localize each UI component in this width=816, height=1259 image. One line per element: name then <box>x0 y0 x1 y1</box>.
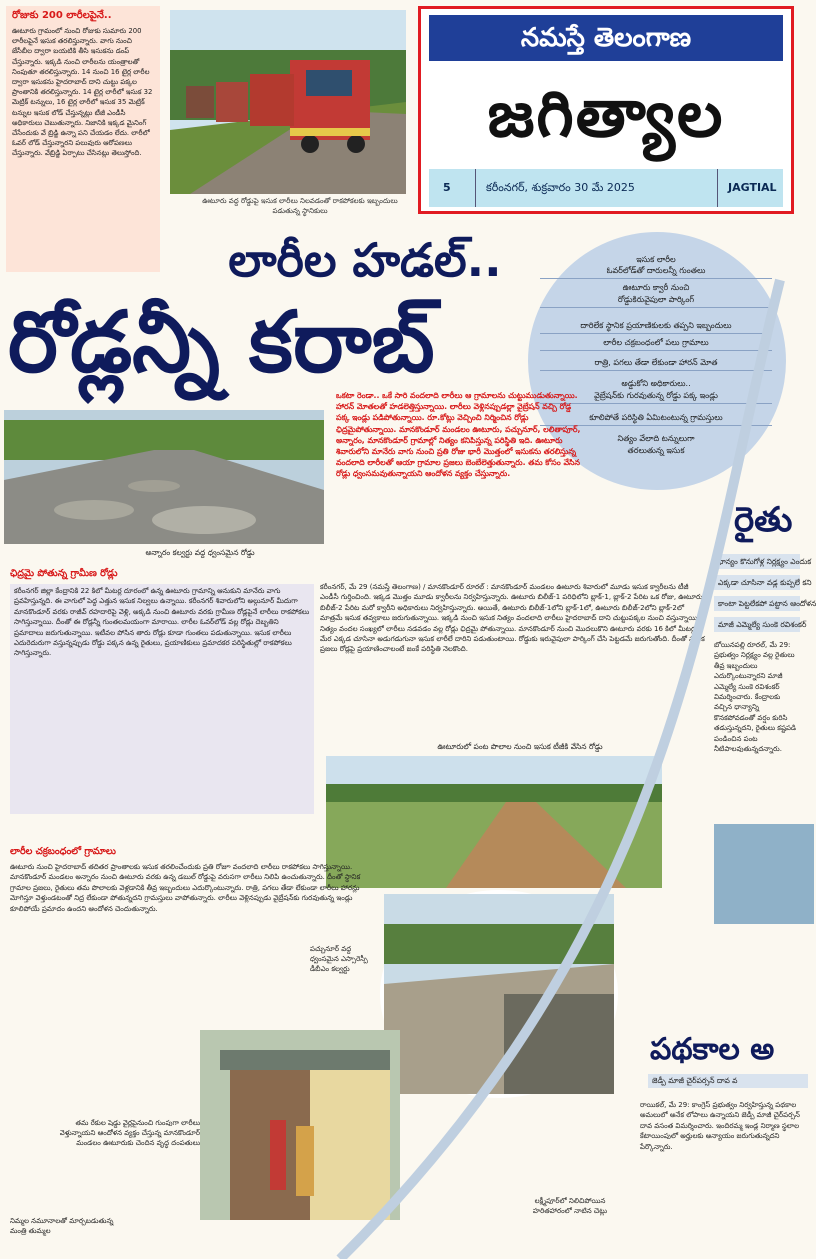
highlight-item: తరలుతున్న ఇసుక <box>627 446 685 455</box>
house-caption: తమ రేకుల షెడ్డు వైర్లపైనుంచి గుంపుగా లారీలు వెళ్తున్నాయని ఆందోళన వ్యక్తం చేస్తున్న మానకొండూర్ మండలం ఊటూరుకు చెందిన వృద్ధ దంపతులు <box>59 1119 200 1147</box>
highlight-item: వైబ్రేషన్‌కు గురవుతున్న రోడ్డు పక్క ఇండ్లు <box>540 390 772 404</box>
field-road-caption: ఊటూరులో పంట పొలాల నుంచి ఇసుక టీజీకి వేసిన రోడ్డు <box>437 742 603 751</box>
highlight-item: కూలిపోతే పరిస్థితి ఏమిటంటున్న గ్రామస్తులు <box>540 412 772 426</box>
right-heading: రైతు <box>734 500 793 540</box>
right-body: బోయినపల్లి రూరల్, మే 29: ప్రభుత్వం నిర్లక్ష్యం వల్ల రైతులు తీవ్ర ఇబ్బందులు ఎదుర్కొంటున్నారని మాజీ ఎమ్మెల్యే సుంకె రవిశంకర్ విమర్శించారు. కేంద్రాలకు వచ్చిన ధాన్యాన్ని కొనకపోవడంతో వర్షం కురిసి తడుస్తున్నదని, రైతులు కష్టపడి పండించిన పంట నీటిపాలవుతున్నదన్నారు. <box>714 641 797 754</box>
house-photo <box>200 1030 400 1220</box>
lede-text: ఒకటా రెండా.. ఒకే సారి వందలాది లారీలు ఆ గ్రామాలను చుట్టుముడుతున్నాయి. హారన్ మోతలతో హడలెత్తిస్తున్నాయి. లారీలు వెళ్లినప్పుడల్లా వైబ్రేషన్ వచ్చి రోడ్డ పక్క ఇండ్లు పడిపోతున్నాయి. రూ.కోట్లు వెచ్చించి నిర్మించిన రోడ్లు ఛిద్రమైపోతున్నాయి. మానకొండూర్ మండలం ఊటూరు, పచ్చునూర్, లలితాపూర్, అన్నారం, మానకొండూర్ గ్రామాల్లో నిత్యం కనిపిస్తున్న పరిస్థితి ఇది. ఊటూరు శివారులోని మానేరు వాగు నుంచి ప్రతి రోజు భారీ మొత్తంలో ఇసుకను తరలిస్తున్న వందలాది లారీలతో ఆయా గ్రామాల ప్రజలు బెంబేలెత్తుతున్నారు. తమ కోసం వేసిన రోడ్లు ధ్వంసమవుతున్నాయని ఆందోళన వ్యక్తం చేస్తున్నారు. <box>336 391 581 479</box>
bottom-left-caption: నిమ్మల నమూనాలతో మార్చబడుతున్న మంత్రి తుమ్మల <box>10 1217 114 1235</box>
highlight-item: ఇసుక లారీల <box>636 255 676 264</box>
dateline-story: కరీంనగర్, మే 29 (నమస్తే తెలంగాణ) / మానకొండూర్ రూరల్ : మానకొండూర్ మండలం ఊటూరు శివారులో మూడు ఇసుక క్వారీలను టీజీ ఎండీసీ గుర్తించింది. ఇక్కడ మొత్తం మూడు క్వారీలను నిర్వహిస్తున్నారు. ఊటూరు బిలీజ్-1 పరిధిలోని బ్లాక్-1, బ్లాక్-2 పేరిట ఒక రోజు, ఊటూరు బిలీజ్-2 పేరిట మరో క్వారీని అధికారులు నిర్వహిస్తున్నారు. అయితే, ఊటూరు బిలీజ్-1లోని బ్లాక్-1లో, ఊటూరు బిలీజ్-2లోని బ్లాక్-2లో మాత్రమే ఇసుక తవ్వకాలు జరుగుతున్నాయి. ఇక్కడి నుంచి ఇసుక నిత్యం వందలాది లారీలు హైదరాబాద్ దాని చుట్టుపక్కల నుంచి వస్తున్నాయి. నిత్యం వందల సంఖ్యలో లారీలు నడవడం వల్ల రోడ్లు ఛిద్రమై పోతున్నాయి. మానకొండూర్ నుంచి మొదలుకొని ఊటూరు వరకు 16 కిలో మీటర్ల మేర ఎక్కడ చూసినా అడుగడుగునా ఇసుక లారీలే దారిని పడుతుంటాయి. రోడ్డుకు ఇరువైపులా పార్కింగ్ చేసి పెట్టడమే జరుగుతోంది. దీంతో స్థానిక ప్రజలు రోడ్లపై ప్రయాణించాలంటే జంకే పరిస్థితి నెలకొంది. <box>320 583 705 654</box>
right-heading2: పథకాల అ <box>650 1032 775 1067</box>
highlight-item: అడ్డుకోని అధికారులు.. <box>621 379 691 388</box>
dateline: కరీంనగర్, శుక్రవారం 30 మే 2025 <box>475 169 635 207</box>
highlight-item: రోడ్డుకిరువైపులా పార్కింగ్ <box>540 294 772 308</box>
edition-title: జగిత్యాల <box>487 78 725 152</box>
right-photo <box>714 824 814 924</box>
highlight-item: ఓవర్‌లోడ్‌తో దారులన్నీ గుంతలు <box>540 265 772 279</box>
damaged-road-photo <box>4 410 324 544</box>
sidebar-box <box>6 6 160 272</box>
subhead-roads: ఛిద్రమై పోతున్న గ్రామీణ రోడ్లు <box>10 568 118 579</box>
trucks-photo <box>170 10 406 194</box>
trucks-caption: ఊటూరు వద్ద రోడ్డుపై ఇసుక లారీలు నిలవడంతో రాకపోకలకు ఇబ్బందులు పడుతున్న స్థానికులు <box>202 197 398 215</box>
highlight-item: దారిలేక స్థానిక ప్రయాణికులకు తప్పని ఇబ్బందులు <box>540 320 772 334</box>
right-bullet2: జెడ్పీ మాజీ చైర్‌పర్సన్ దావ వ <box>648 1074 808 1088</box>
page-number: 5 <box>443 181 451 194</box>
villages-body: ఊటూరు నుంచి హైదరాబాద్ తదితర ప్రాంతాలకు ఇసుక తరలించేందుకు ప్రతి రోజూ వందలాది లారీలు రాకపోకలు సాగిస్తున్నాయి. మానకొండూర్ మండలం అన్నారం నుంచి ఊటూరు వరకు ఉన్న డబుల్ రోడ్డుపై వరుసగా లారీలు నిలిపి ఉంచుతున్నారు. దీంతో స్థానిక గ్రామాల ప్రజలు, రైతులు తమ పొలాలకు వెళ్లడానికి తీవ్ర ఇబ్బందులు ఎదుర్కొంటున్నారు. రాత్రి, పగలు తేడా లేకుండా లారీలు హారన్లు మోగిస్తూ వెళ్తుండటంతో నిద్ర లేకుండా పోతున్నదని గ్రామస్తులు వాపోతున్నారు. లారీలు వెళ్లినప్పుడు వైబ్రేషన్‌కు గురవుతున్న ఇండ్లు కూలిపోయే ప్రమాదం ఉందని ఆందోళన చెందుతున్నారు. <box>10 863 361 913</box>
highlight-item: ఊటూరు క్వారీ నుంచి <box>622 283 690 292</box>
highlight-item: లారీల చక్రబంధంలో పలు గ్రామాలు <box>540 337 772 351</box>
paper-name: నమస్తే తెలంగాణ <box>429 15 783 61</box>
culvert-caption: పచ్చునూర్ వద్ద ధ్వంసమైన ఎస్సారెస్పీ డీబీఎం కల్వర్టు <box>310 945 368 973</box>
sidebar-body: ఊటూరు గ్రామంలో నుంచి రోజుకు సుమారు 200 లారీలపైనే ఇసుక తరలిస్తున్నారు. వాగు నుంచి జేసీబీల ద్వారా బయటికి తీసి ఇసుకను డంప్ చేస్తున్నారు. ఇక్కడి నుంచి లారీలను యంత్రాలతో నింపుతూ తరలిస్తున్నారు. 14 నుంచి 16 టైర్ల లారీల ద్వారా ఇసుకను హైదరాబాద్ దాని చుట్టు పక్కల ప్రాంతానికి తరలిస్తున్నారు. 14 టైర్ల లారీలో ఇసుక 32 మెట్రిక్ టన్నులు, 16 టైర్ల లారీలో ఇసుక 35 మెట్రిక్ టన్నుల ఇసుక లోడ్ చేస్తున్నట్లు టీజీ ఎండీసీ అధికారులు చెబుతున్నారు. నిజానికి ఇక్కడ మైనింగ్ చేసేందుకు వే బ్రిడ్జి ఉన్నా పని చేయడం లేదు. లారీలో ఓవర్ లోడ్ చేస్తున్నారని పలువురు ఆరోపణలు చేస్తున్నారు. వేబ్రిడ్జి ఏర్పాటు చేసినట్లు తెలుస్తోంది. <box>12 27 153 158</box>
headline-line2: రోడ్లన్నీ కరాబ్ <box>8 293 435 391</box>
right-bullet: మాజీ ఎమ్మెల్యే సుంకె రవిశంకర్ <box>714 617 800 632</box>
right-body2: రాయికల్, మే 29: కాంగ్రెస్ ప్రభుత్వం నిర్వహిస్తున్న పథకాల అమలులో అనేక లోపాలు ఉన్నాయని జెడ్పీ మాజీ చైర్‌పర్సన్ దావ వసంత విమర్శించారు. ఇందిరమ్మ ఇండ్ల నిర్మాణ స్థలాల కేటాయింపులో అర్హులకు అన్యాయం జరుగుతున్నదని పేర్కొన్నారు. <box>640 1101 800 1151</box>
edition-en: JAGTIAL <box>717 169 777 207</box>
field-road-photo <box>326 756 662 888</box>
right-bullet: ఎక్కడా చూసినా వడ్ల కుప్పలే కని <box>714 575 800 590</box>
masthead-strip <box>429 169 783 207</box>
annaram-caption: అన్నారం కల్వర్టు వద్ద ధ్వంసమైన రోడ్డు <box>145 548 255 557</box>
highlight-item: నిత్యం వేలాది టన్నులుగా <box>617 434 695 443</box>
headline-line1: లారీల హడల్.. <box>228 233 502 287</box>
masthead <box>418 6 794 214</box>
sidebar-title: రోజుకు 200 లారీలపైనే.. <box>12 10 112 21</box>
bottom-right-caption: లక్ష్మీపూర్‌లో నిలిచిపోయిన హరితహారంలో నాటిన చెట్లు <box>532 1197 608 1215</box>
highlight-item: రాత్రి, పగలు తేడా లేకుండా హారన్ మోత <box>540 357 772 371</box>
right-bullet: కాంటా పెట్టలేకపో పట్టాన ఆందోళన <box>714 596 800 611</box>
subhead-villages: లారీల చక్రబంధంలో గ్రామాలు <box>10 846 116 857</box>
roads-body: కరీంనగర్ జిల్లా కేంద్రానికి 22 కిలో మీటర్ల దూరంలో ఉన్న ఊటూరు గ్రామాన్ని ఆనుకుని మానేరు వాగు ప్రవహిస్తున్నది. ఈ వాగులో పెద్ద ఎత్తున ఇసుక నిల్వలు ఉన్నాయి. కరీంనగర్ శివారులోని అల్గునూర్ మీదుగా మానకొండూర్ వరకు రాజీవ్ రహదారిపై వెళ్లి, అక్కడి నుంచి ఊటూరు వరకు గ్రామీణ రోడ్లపైనే లారీలు రాకపోకలు సాగిస్తున్నాయి. దీంతో ఈ రోడ్లన్నీ గుంతలమయంగా మారాయి. లారీల ఓవర్‌లోడ్ వల్ల రోడ్లు దెబ్బతిని ప్రమాదాలు జరుగుతున్నాయి. ఇటీవల పోసిన తారు రోడ్లు కూడా గుంతలు పడుతున్నాయి. ఇసుక లారీలు ఎదురెదురుగా వస్తున్నప్పుడు రోడ్డు పక్కన ఉన్న రైతులు, ప్రయాణికులు ప్రమాదకర పరిస్థితుల్లో రాకపోకలు సాగిస్తున్నారు. <box>10 584 314 814</box>
right-bullet: ధాన్యం కొనుగోళ్ల నిర్లక్ష్యం ఎందుక <box>714 554 800 569</box>
culvert-photo <box>380 890 618 1098</box>
